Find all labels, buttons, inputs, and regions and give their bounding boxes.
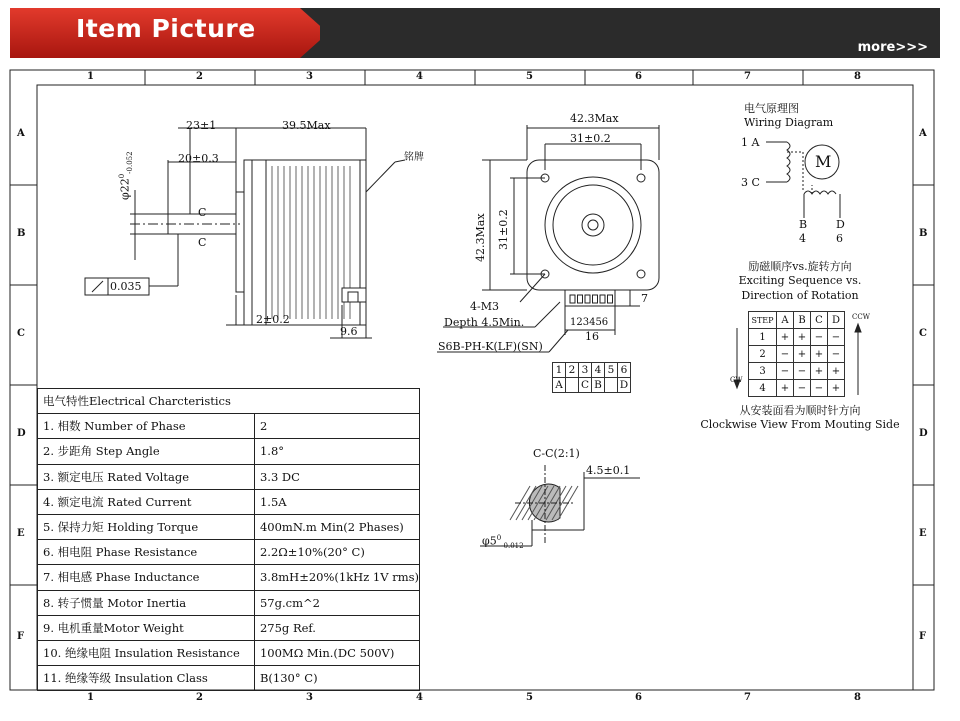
grid-row-label-left: C: [17, 328, 25, 339]
pin-number: 3: [579, 363, 592, 378]
sequence-title-cn: 励磁顺序vs.旋转方向: [748, 260, 852, 273]
grid-row-label-left: B: [17, 228, 26, 239]
electrical-label: 9. 电机重量Motor Weight: [38, 615, 255, 640]
step-cell: +: [811, 346, 828, 363]
electrical-row: [38, 464, 420, 489]
step-cell: 3: [749, 363, 777, 380]
step-header-cell: A: [777, 312, 794, 329]
pin-b: B: [799, 218, 808, 231]
dim-connector: 9.6: [340, 325, 358, 338]
step-cell: +: [828, 380, 845, 397]
electrical-value: 2.2Ω±10%(20° C): [254, 540, 419, 565]
step-header-cell: C: [811, 312, 828, 329]
step-row: [749, 329, 845, 346]
step-cell: +: [794, 346, 811, 363]
step-header-cell: STEP: [749, 312, 777, 329]
pin-number: 1: [553, 363, 566, 378]
step-cell: −: [811, 329, 828, 346]
section-diameter: $\varphi 5^0_{-0.012}$: [482, 534, 524, 550]
motor-symbol: M: [815, 152, 832, 171]
electrical-value: 2: [254, 414, 419, 439]
grid-col-label-bottom: 1: [87, 692, 94, 703]
grid-row-label-left: F: [17, 630, 25, 642]
pin-3c: 3 C: [741, 176, 760, 189]
dim-height-max: 42.3Max: [474, 213, 487, 262]
electrical-row: [38, 640, 420, 665]
step-cell: −: [811, 380, 828, 397]
grid-col-label-bottom: 4: [416, 692, 423, 703]
grid-col-label-bottom: 2: [196, 692, 203, 703]
electrical-value: 400mN.m Min(2 Phases): [254, 514, 419, 539]
step-cell: −: [828, 329, 845, 346]
step-row: [749, 346, 845, 363]
grid-col-label-top: 5: [526, 71, 533, 82]
pin-map-table: [552, 362, 631, 393]
step-cell: 1: [749, 329, 777, 346]
grid-col-label-top: 6: [635, 71, 642, 82]
step-cell: −: [777, 363, 794, 380]
electrical-value: B(130° C): [254, 666, 419, 691]
electrical-row: [38, 489, 420, 514]
electrical-label: 10. 绝缘电阻 Insulation Resistance: [38, 640, 255, 665]
electrical-row: [38, 439, 420, 464]
electrical-value: 100MΩ Min.(DC 500V): [254, 640, 419, 665]
electrical-label: 11. 绝缘等级 Insulation Class: [38, 666, 255, 691]
step-cell: 2: [749, 346, 777, 363]
section-flat-dim: 4.5±0.1: [586, 464, 631, 477]
connector-model: S6B-PH-K(LF)(SN): [438, 340, 543, 353]
grid-col-label-bottom: 3: [306, 692, 313, 703]
connector-width: 16: [585, 330, 599, 343]
step-cell: +: [828, 363, 845, 380]
electrical-value: 1.8°: [254, 439, 419, 464]
step-cell: +: [777, 329, 794, 346]
ccw-label: CCW: [852, 313, 870, 321]
dim-shaft-diameter: $\varphi 22^0_{-0.052}$: [118, 151, 134, 200]
step-cell: +: [811, 363, 828, 380]
pin-b-num: 4: [799, 232, 806, 245]
electrical-label: 4. 额定电流 Rated Current: [38, 489, 255, 514]
electrical-title: 电气特性Electrical Charcteristics: [38, 389, 420, 414]
dim-vert-spacing: 31±0.2: [497, 209, 510, 250]
grid-col-label-top: 1: [87, 71, 94, 82]
electrical-value: 57g.cm^2: [254, 590, 419, 615]
dim-width-max: 42.3Max: [570, 112, 619, 125]
electrical-label: 5. 保持力矩 Holding Torque: [38, 514, 255, 539]
step-cell: +: [794, 329, 811, 346]
step-cell: −: [828, 346, 845, 363]
rotation-note-en: Clockwise View From Mouting Side: [700, 418, 900, 431]
electrical-row: [38, 590, 420, 615]
electrical-value: 3.3 DC: [254, 464, 419, 489]
electrical-table: [37, 388, 420, 691]
pin-letter: A: [553, 378, 566, 393]
step-header-cell: B: [794, 312, 811, 329]
pin-letter: [566, 378, 579, 393]
grid-row-label-right: C: [919, 328, 927, 339]
dim-total-left: 23±1: [186, 119, 217, 132]
grid-col-label-top: 2: [196, 71, 203, 82]
electrical-row: [38, 514, 420, 539]
grid-row-label-right: B: [919, 228, 928, 239]
pin-d-num: 6: [836, 232, 843, 245]
electrical-label: 1. 相数 Number of Phase: [38, 414, 255, 439]
step-cell: −: [777, 346, 794, 363]
grid-row-label-left: A: [17, 128, 25, 139]
section-mark-upper: C: [198, 206, 207, 219]
electrical-value: 3.8mH±20%(1kHz 1V rms): [254, 565, 419, 590]
dim-hole-spacing: 31±0.2: [570, 132, 611, 145]
grid-col-label-bottom: 5: [526, 692, 533, 703]
grid-row-label-right: F: [919, 630, 927, 642]
electrical-label: 3. 额定电压 Rated Voltage: [38, 464, 255, 489]
pin-letter: [605, 378, 618, 393]
electrical-row: [38, 666, 420, 691]
grid-col-label-top: 4: [416, 71, 423, 82]
wiring-title-cn: 电气原理图: [744, 102, 799, 115]
grid-col-label-bottom: 8: [854, 692, 861, 703]
connector-height: 7: [641, 292, 648, 305]
wiring-title-en: Wiring Diagram: [744, 116, 834, 129]
cw-label: CW: [730, 376, 743, 384]
section-title: C-C(2:1): [533, 447, 580, 460]
connector-pins: 123456: [570, 317, 609, 328]
pin-number: 6: [618, 363, 631, 378]
pin-number: 2: [566, 363, 579, 378]
grid-col-label-bottom: 6: [635, 692, 642, 703]
electrical-value: 1.5A: [254, 489, 419, 514]
sequence-title-en1: Exciting Sequence vs.: [738, 274, 862, 287]
rotation-note-cn: 从安装面看为顺时针方向: [739, 404, 861, 417]
dim-body-length: 39.5Max: [282, 119, 331, 132]
sequence-title-en2: Direction of Rotation: [741, 289, 859, 302]
grid-row-label-left: D: [17, 428, 26, 439]
more-link[interactable]: more>>>: [857, 40, 928, 55]
step-cell: −: [794, 363, 811, 380]
electrical-row: [38, 540, 420, 565]
grid-col-label-top: 7: [744, 71, 751, 82]
pin-letter: C: [579, 378, 592, 393]
electrical-label: 8. 转子惯量 Motor Inertia: [38, 590, 255, 615]
dim-flange: 2±0.2: [256, 313, 290, 326]
section-mark-lower: C: [198, 236, 207, 249]
pin-letter: B: [592, 378, 605, 393]
pin-letter: D: [618, 378, 631, 393]
page-title: Item Picture: [76, 14, 256, 43]
pin-d: D: [836, 218, 845, 231]
grid-row-label-right: A: [919, 128, 927, 139]
grid-col-label-bottom: 7: [744, 692, 751, 703]
step-cell: +: [777, 380, 794, 397]
electrical-label: 7. 相电感 Phase Inductance: [38, 565, 255, 590]
screw-depth: Depth 4.5Min.: [444, 316, 525, 329]
step-row: [749, 363, 845, 380]
grid-row-label-right: D: [919, 428, 928, 439]
step-cell: 4: [749, 380, 777, 397]
grid-col-label-top: 8: [854, 71, 861, 82]
step-cell: −: [794, 380, 811, 397]
screw-spec: 4-M3: [470, 300, 499, 313]
step-row: [749, 380, 845, 397]
nameplate-label: 铭牌: [404, 152, 424, 163]
electrical-value: 275g Ref.: [254, 615, 419, 640]
electrical-label: 2. 步距角 Step Angle: [38, 439, 255, 464]
pin-number: 5: [605, 363, 618, 378]
pin-number: 4: [592, 363, 605, 378]
electrical-row: [38, 615, 420, 640]
grid-col-label-top: 3: [306, 71, 313, 82]
grid-row-label-left: E: [17, 528, 25, 539]
electrical-row: [38, 414, 420, 439]
electrical-label: 6. 相电阻 Phase Resistance: [38, 540, 255, 565]
pin-1a: 1 A: [741, 136, 760, 149]
step-header-cell: D: [828, 312, 845, 329]
step-table: [748, 311, 845, 397]
grid-row-label-right: E: [919, 528, 927, 539]
tolerance-value: 0.035: [110, 280, 142, 293]
electrical-row: [38, 565, 420, 590]
dim-shaft-length: 20±0.3: [178, 152, 219, 165]
